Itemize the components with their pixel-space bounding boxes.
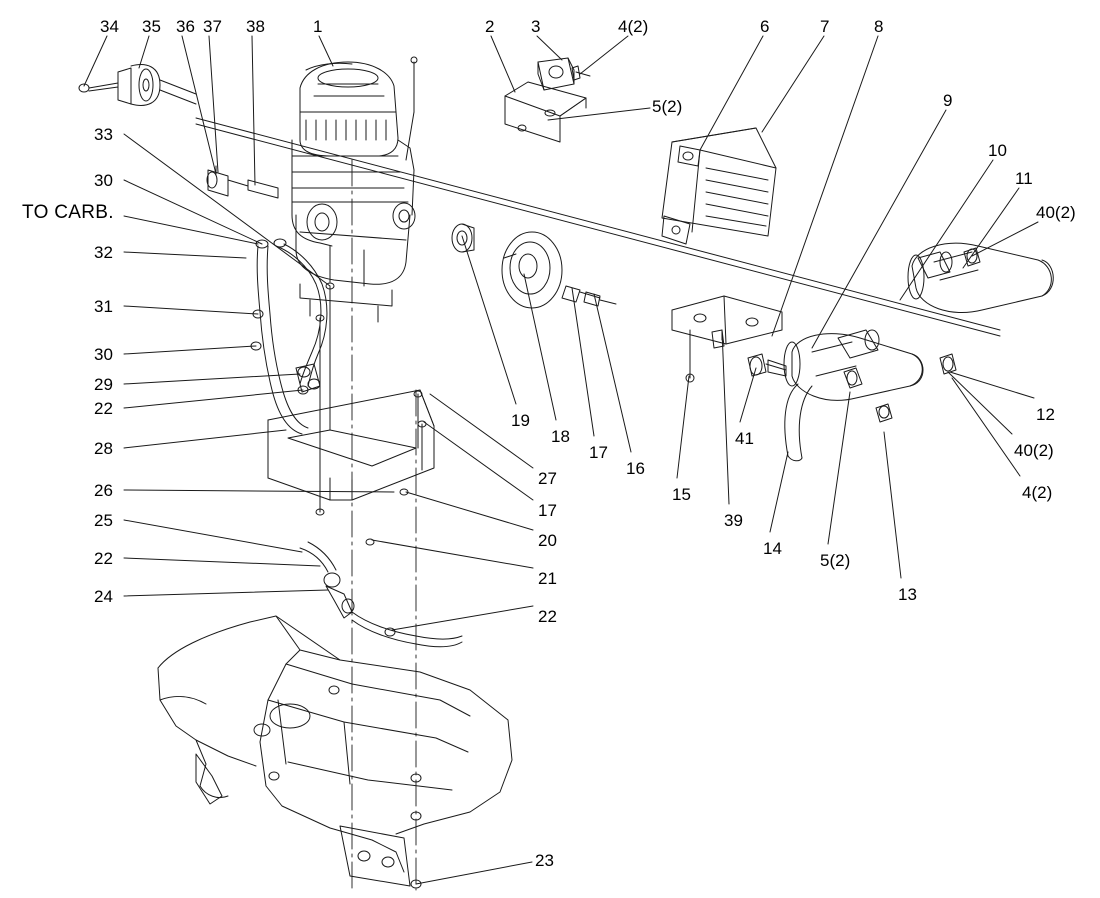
- callout-25: 25: [94, 511, 113, 530]
- callout-17b: 17: [538, 501, 557, 520]
- callout-30b: 30: [94, 345, 113, 364]
- callout-19: 19: [511, 411, 530, 430]
- callout-4a: 4(2): [618, 17, 649, 36]
- callout-29: 29: [94, 375, 113, 394]
- callout-39: 39: [724, 511, 743, 530]
- callout-23: 23: [535, 851, 554, 870]
- callout-41: 41: [735, 429, 754, 448]
- callout-26: 26: [94, 481, 113, 500]
- callout-20: 20: [538, 531, 557, 550]
- callout-22b: 22: [94, 549, 113, 568]
- callout-30a: 30: [94, 171, 113, 190]
- callout-28: 28: [94, 439, 113, 458]
- callout-34: 34: [100, 17, 119, 36]
- callout-5a: 5(2): [652, 97, 683, 116]
- callout-35: 35: [142, 17, 161, 36]
- callout-3: 3: [531, 17, 541, 36]
- callout-40a: 40(2): [1036, 203, 1076, 222]
- callout-10: 10: [988, 141, 1007, 160]
- callout-4b: 4(2): [1022, 483, 1053, 502]
- callout-32: 32: [94, 243, 113, 262]
- callout-15: 15: [672, 485, 691, 504]
- callout-16: 16: [626, 459, 645, 478]
- callout-33: 33: [94, 125, 113, 144]
- callout-27: 27: [538, 469, 557, 488]
- callout-5b: 5(2): [820, 551, 851, 570]
- to-carb-note: TO CARB.: [22, 202, 114, 223]
- callout-11: 11: [1015, 169, 1033, 188]
- callout-21: 21: [538, 569, 557, 588]
- callout-38: 38: [246, 17, 265, 36]
- callout-7: 7: [820, 17, 830, 36]
- callout-24: 24: [94, 587, 113, 606]
- callout-37: 37: [203, 17, 222, 36]
- callout-13: 13: [898, 585, 917, 604]
- callout-40b: 40(2): [1014, 441, 1054, 460]
- callout-36: 36: [176, 17, 195, 36]
- callout-22c: 22: [538, 607, 557, 626]
- callout-6: 6: [760, 17, 770, 36]
- callout-14: 14: [763, 539, 782, 558]
- callout-31: 31: [94, 297, 113, 316]
- callout-8: 8: [874, 17, 884, 36]
- callout-12: 12: [1036, 405, 1055, 424]
- callout-2: 2: [485, 17, 495, 36]
- callout-9: 9: [943, 91, 953, 110]
- callout-1: 1: [313, 17, 323, 36]
- callout-18: 18: [551, 427, 570, 446]
- callout-17a: 17: [589, 443, 608, 462]
- callout-22a: 22: [94, 399, 113, 418]
